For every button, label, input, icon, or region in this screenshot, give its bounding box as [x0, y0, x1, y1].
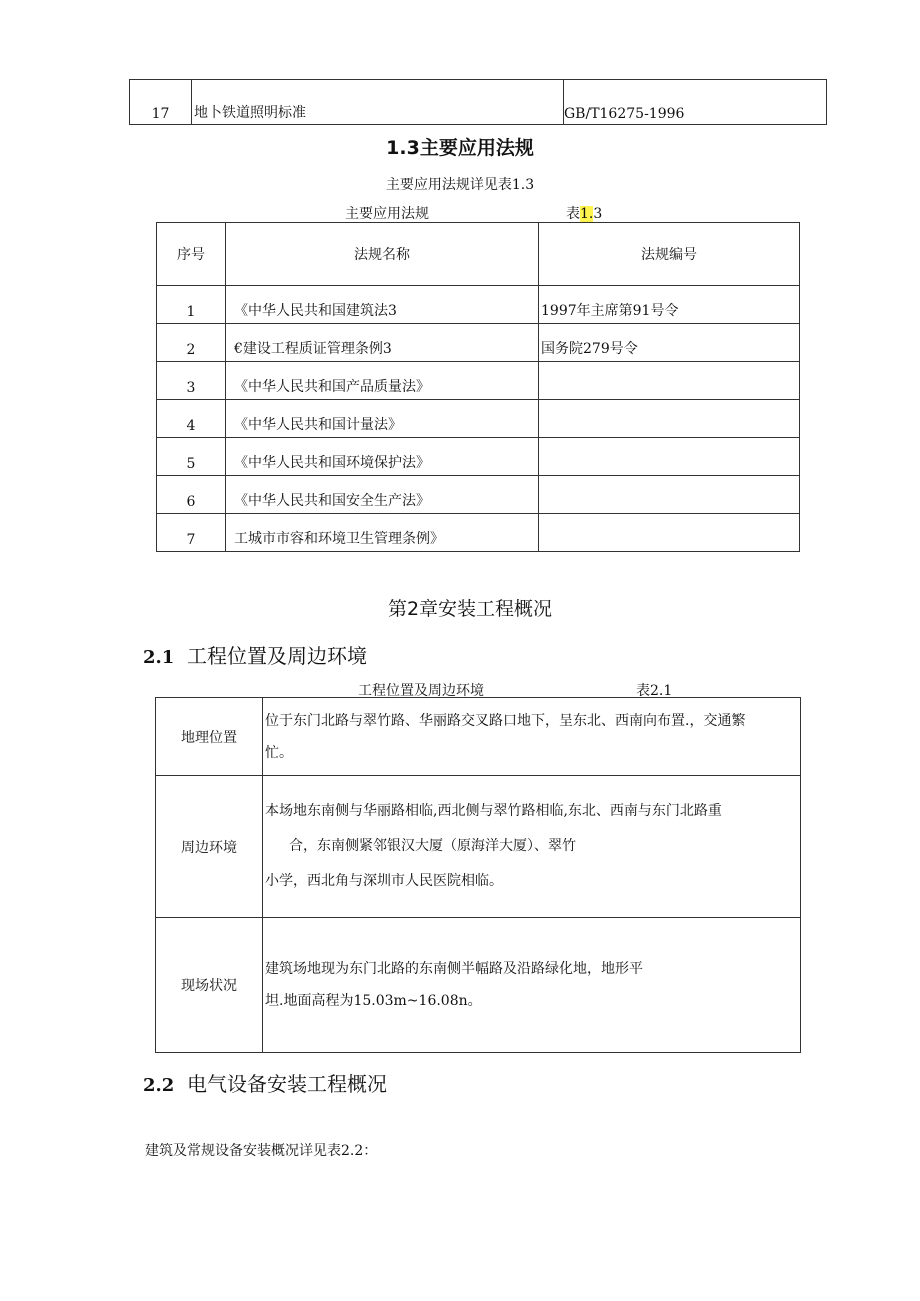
regulation-name: €建设工程质证管理条例3: [226, 324, 539, 362]
section-number: 2.1: [143, 647, 175, 668]
header-no: 序号: [157, 223, 226, 286]
table-row: [130, 80, 827, 125]
row-number: 3: [157, 362, 226, 400]
row-label: 现场状况: [156, 918, 263, 1053]
section-1-3-intro: 主要应用法规详见表1.3: [385, 177, 535, 193]
standard-name: 地卜铁道照明标准: [192, 80, 564, 125]
table-1-3-caption-name: 主要应用法规: [345, 206, 429, 222]
content-line: 位于东门北路与翠竹路、华丽路交叉路口地下，呈东北、西南向布置.，交通繁: [265, 712, 746, 729]
row-number: 4: [157, 400, 226, 438]
chapter-2-heading: 第2章安装工程概况: [387, 598, 553, 620]
row-content: [263, 698, 801, 776]
table-row: [156, 776, 801, 918]
regulations-table: [156, 222, 800, 552]
section-2-2-heading: [143, 1068, 387, 1097]
table-2-1-caption-name: 工程位置及周边环境: [358, 683, 484, 699]
row-label: 周边环境: [156, 776, 263, 918]
section-2-2-intro: 建筑及常规设备安装概况详见表2.2：: [145, 1143, 378, 1159]
regulation-name: 《中华人民共和国环境保护法》: [226, 438, 539, 476]
regulation-code: 国务院279号令: [539, 324, 800, 362]
caption-prefix: 表: [566, 206, 580, 222]
content-line: 坦.地面高程为15.03m~16.08n。: [265, 993, 482, 1009]
caption-suffix: 3: [593, 206, 603, 222]
regulation-code: [539, 362, 800, 400]
content-line: 建筑场地现为东门北路的东南侧半幅路及沿路绿化地，地形平: [265, 961, 643, 977]
regulation-name: 《中华人民共和国安全生产法》: [226, 476, 539, 514]
section-1-3-heading: 1.3主要应用法规: [386, 137, 534, 159]
section-title: 工程位置及周边环境: [187, 644, 367, 668]
regulation-code: [539, 476, 800, 514]
regulation-code: [539, 514, 800, 552]
table-2-1-caption-number: 表2.1: [636, 683, 673, 699]
top-standards-table: [129, 79, 827, 125]
content-line: 合，东南侧紧邻银汉大厦（原海洋大厦）、翠竹: [289, 838, 576, 854]
row-label: 地理位置: [156, 698, 263, 776]
header-code: 法规编号: [539, 223, 800, 286]
table-row: [156, 918, 801, 1053]
standard-code: GB/T16275-1996: [564, 80, 827, 125]
regulation-code: 1997年主席第91号令: [539, 286, 800, 324]
table-row: [157, 400, 800, 438]
table-row: [156, 698, 801, 776]
content-line: 小学，西北角与深圳市人民医院相临。: [265, 873, 503, 889]
regulation-name: 工城市市容和环境卫生管理条例》: [226, 514, 539, 552]
section-2-1-heading: [143, 640, 367, 669]
header-name: 法规名称: [226, 223, 539, 286]
table-row: [157, 324, 800, 362]
table-row: [157, 286, 800, 324]
caption-highlight: 1.: [580, 206, 594, 222]
table-row: [157, 476, 800, 514]
site-environment-table: [155, 697, 801, 1053]
row-number: 6: [157, 476, 226, 514]
row-number: 2: [157, 324, 226, 362]
row-number: 7: [157, 514, 226, 552]
row-content: [263, 918, 801, 1053]
table-row: [157, 362, 800, 400]
section-number: 2.2: [143, 1075, 175, 1096]
section-title: 电气设备安装工程概况: [187, 1072, 387, 1096]
table-row: [157, 514, 800, 552]
regulation-code: [539, 400, 800, 438]
regulation-code: [539, 438, 800, 476]
table-1-3-caption-number: [566, 203, 602, 223]
content-line: 忙。: [265, 744, 293, 761]
table-row: [157, 438, 800, 476]
row-number: 5: [157, 438, 226, 476]
table-header-row: [157, 223, 800, 286]
row-number: 17: [130, 80, 192, 125]
regulation-name: 《中华人民共和国产品质量法》: [226, 362, 539, 400]
row-content: [263, 776, 801, 918]
row-number: 1: [157, 286, 226, 324]
regulation-name: 《中华人民共和国计量法》: [226, 400, 539, 438]
content-line: 本场地东南侧与华丽路相临,西北侧与翠竹路相临,东北、西南与东门北路重: [265, 803, 722, 819]
regulation-name: 《中华人民共和国建筑法3: [226, 286, 539, 324]
